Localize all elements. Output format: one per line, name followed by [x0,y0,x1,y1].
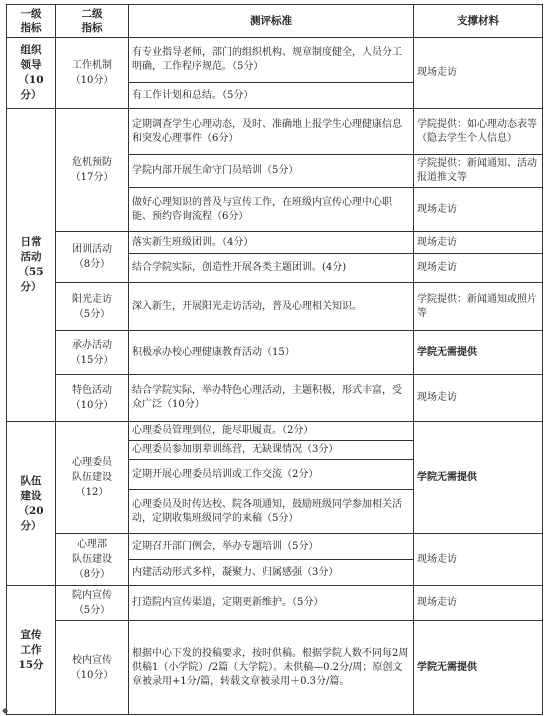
header-materials: 支撑材料 [414,5,543,38]
sub-campus-publicity: 校内宣传 （10分） [56,621,129,715]
criteria-cell: 定期调查学生心理动态，及时、准确地上报学生心理健康信息和突发心理事件（6分） [129,109,414,155]
criteria-cell: 落实新生班级团训。（4分） [129,232,414,254]
material-cell: 学院无需提供 [414,422,543,534]
evaluation-table [6,4,543,715]
sub-counselor-team: 心理委员 队伍建设 （12） [56,422,129,534]
criteria-cell: 定期开展心理委员培训或工作交流（2分） [129,460,414,490]
material-cell: 现场走访 [414,534,543,586]
criteria-cell: 心理委员参加朋辈训练营，无缺课情况（3分） [129,441,414,460]
sub-sunshine-visit: 阳光走访 （5分） [56,283,129,331]
material-cell: 现场走访 [414,188,543,232]
criteria-cell: 有工作计划和总结。（5分） [129,83,414,109]
section-org: 组织 领导 （10 分） [7,38,56,109]
criteria-cell: 做好心理知识的普及与宣传工作，在班级内宣传心理中心职能、预约咨询流程（6分） [129,188,414,232]
sub-group-training: 团训活动 （8分） [56,232,129,283]
material-cell: 现场走访 [414,232,543,254]
section-daily: 日常 活动 （55 分） [7,109,56,422]
sub-work-mechanism: 工作机制 （10分） [56,38,129,109]
sub-internal-publicity: 院内宣传 （5分） [56,586,129,621]
criteria-cell: 学院内部开展生命守门员培训（5分） [129,155,414,188]
header-criteria: 测评标准 [129,5,414,38]
material-cell: 现场走访 [414,586,543,621]
section-team: 队伍 建设 （20 分） [7,422,56,586]
criteria-cell: 根据中心下发的投稿要求，按时供稿。根据学院人数不同每2周供稿1（小学院）/2篇（大学院）。未供稿—0.2分/周；原创文章被录用+1分/篇，转载文章被录用＋0.3分/篇。 [129,621,414,715]
header-level1: 一级 指标 [7,5,56,38]
criteria-cell: 心理委员管理到位，能尽职履责。（2分） [129,422,414,441]
sub-featured-activities: 特色活动 （10分） [56,375,129,422]
criteria-cell: 结合学院实际，举办特色心理活动，主题积极，形式丰富，受众广泛（10分） [129,375,414,422]
header-level2: 二级 指标 [56,5,129,38]
criteria-cell: 内建活动形式多样，凝聚力、归属感强（3分） [129,560,414,586]
criteria-cell: 定期召开部门例会，举办专题培训（5分） [129,534,414,560]
sub-crisis-prevention: 危机预防 （17分） [56,109,129,232]
material-cell: 学院提供：新闻通知、活动报道推文等 [414,155,543,188]
sub-hosted-activities: 承办活动 （15分） [56,331,129,375]
material-cell: 现场走访 [414,38,543,109]
criteria-cell: 有专业指导老师，部门的组织机构、规章制度健全，人员分工明确，工作程序规范。（5分） [129,38,414,83]
material-cell: 现场走访 [414,254,543,283]
criteria-cell: 积极承办校心理健康教育活动（15） [129,331,414,375]
criteria-cell: 深入新生，开展阳光走访活动，普及心理相关知识。 [129,283,414,331]
criteria-cell: 结合学院实际，创造性开展各类主题团训。(4分) [129,254,414,283]
material-cell: 学院提供：如心理动态表等（隐去学生个人信息） [414,109,543,155]
footnote-mark: ◆ [2,706,9,715]
section-publicity: 宣传 工作 15分 [7,586,56,715]
material-cell: 学院提供：新闻通知或照片等 [414,283,543,331]
sub-psych-dept-team: 心理部 队伍建设 （8分） [56,534,129,586]
material-cell: 现场走访 [414,375,543,422]
material-cell: 学院无需提供 [414,331,543,375]
criteria-cell: 打造院内宣传渠道，定期更新维护。（5分） [129,586,414,621]
material-cell: 学院无需提供 [414,621,543,715]
criteria-cell: 心理委员及时传达校、院各项通知，鼓励班级同学参加相关活动，定期收集班级同学的来稿（5分） [129,490,414,534]
